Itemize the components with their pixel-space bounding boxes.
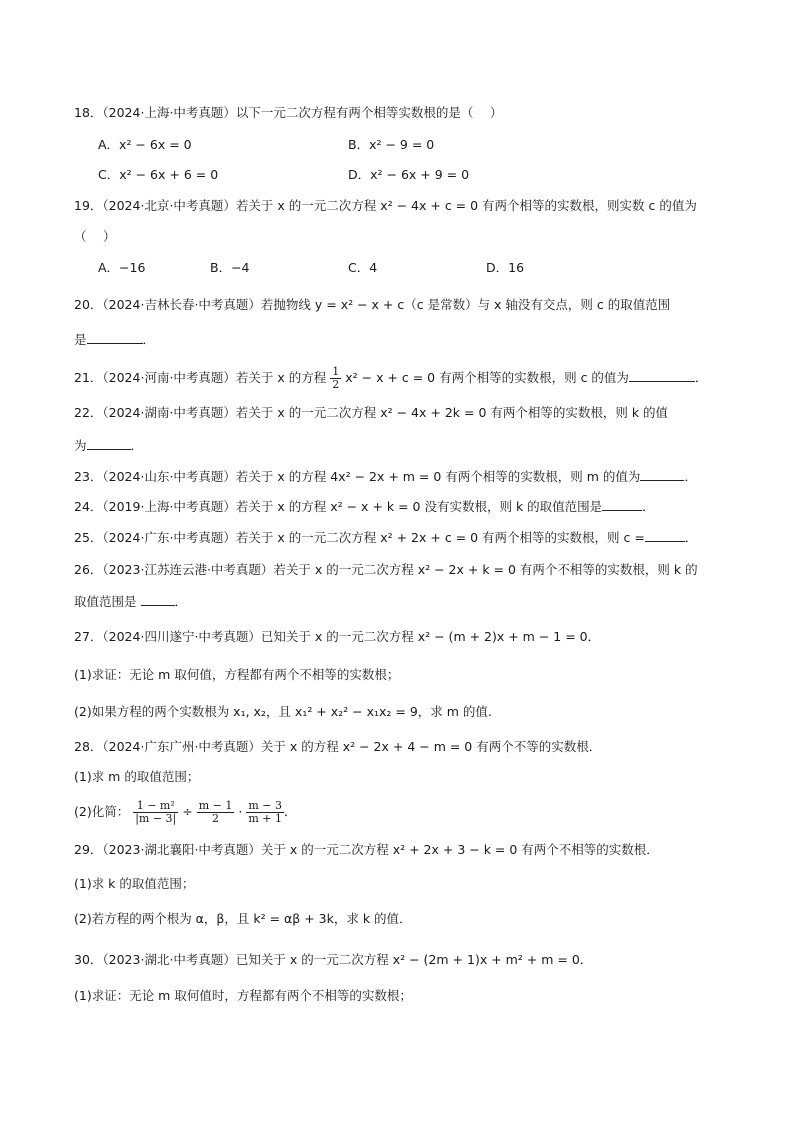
question-22-stem-cont: [74, 437, 143, 455]
question-18-option-d: D．x² − 6x + 9 = 0: [348, 167, 470, 182]
question-29-stem: 29．（2023·湖北襄阳·中考真题）关于 x 的一元二次方程 x² + 2x + 3 − k = 0 有两个不相等的实数根．: [74, 842, 659, 857]
question-23-stem: [74, 468, 697, 486]
question-20-stem-cont: [74, 331, 155, 349]
question-28-part-2-label: (2)化简：: [74, 804, 130, 819]
question-28-stem: 28．（2024·广东广州·中考真题）关于 x 的方程 x² − 2x + 4 − m = 0 有两个不等的实数根．: [74, 739, 602, 754]
question-30-stem: 30．（2023·湖北·中考真题）已知关于 x 的一元二次方程 x² − (2m + 1)x + m² + m = 0．: [74, 952, 593, 967]
answer-blank[interactable]: [645, 529, 685, 542]
answer-blank[interactable]: [87, 437, 131, 450]
question-19-option-c: C．4: [348, 260, 378, 275]
question-21-text-a: 21．（2024·河南·中考真题）若关于 x 的方程: [74, 370, 327, 385]
fraction-one-half: [330, 366, 341, 391]
question-21-text-b: x² − x + c = 0 有两个相等的实数根，则 c 的值为: [345, 370, 629, 385]
question-23-tail: ．: [684, 469, 697, 484]
question-27-part-2: (2)如果方程的两个实数根为 x₁, x₂，且 x₁² + x₂² − x₁x₂ = 9，求 m 的值.: [74, 704, 492, 719]
question-27-part-1: (1)求证：无论 m 取何值，方程都有两个不相等的实数根；: [74, 667, 400, 682]
question-26-stem-cont: [74, 593, 187, 611]
question-28-part-1: (1)求 m 的取值范围；: [74, 769, 200, 784]
question-22-stem: 22．（2024·湖南·中考真题）若关于 x 的一元二次方程 x² − 4x + 2k = 0 有两个相等的实数根，则 k 的值: [74, 405, 669, 420]
multiply-dot: ·: [238, 804, 243, 819]
question-19-option-d: D．16: [486, 260, 525, 275]
question-18-option-b: B．x² − 9 = 0: [348, 137, 435, 152]
answer-blank[interactable]: [87, 331, 143, 344]
question-26-prefix: 取值范围是: [74, 594, 137, 609]
question-29-part-1: (1)求 k 的取值范围；: [74, 876, 195, 891]
fraction-numerator: m − 1: [198, 799, 233, 812]
question-20-prefix: 是: [74, 332, 87, 347]
question-20-stem: 20．（2024·吉林长春·中考真题）若抛物线 y = x² − x + c（c 是常数）与 x 轴没有交点，则 c 的取值范围: [74, 297, 671, 312]
fraction-denominator: m + 1: [248, 812, 282, 825]
answer-blank[interactable]: [640, 468, 684, 481]
question-18-option-a: A．x² − 6x = 0: [98, 137, 192, 152]
fraction-2: [197, 800, 235, 825]
question-26-stem: 26．（2023·江苏连云港·中考真题）若关于 x 的一元二次方程 x² − 2x + k = 0 有两个不相等的实数根，则 k 的: [74, 562, 698, 577]
fraction-3: [246, 800, 284, 825]
question-23-text: 23．（2024·山东·中考真题）若关于 x 的方程 4x² − 2x + m = 0 有两个相等的实数根，则 m 的值为: [74, 469, 641, 484]
question-24-tail: ．: [642, 499, 655, 514]
question-24-text: 24．（2019·上海·中考真题）若关于 x 的方程 x² − x + k = 0 没有实数根，则 k 的取值范围是: [74, 499, 603, 514]
question-29-part-2: (2)若方程的两个根为 α，β，且 k² = αβ + 3k，求 k 的值．: [74, 911, 412, 926]
question-25-stem: [74, 529, 697, 547]
division-sign: ÷: [182, 804, 193, 819]
question-24-stem: [74, 498, 655, 516]
question-27-stem: 27．（2024·四川遂宁·中考真题）已知关于 x 的一元二次方程 x² − (m + 2)x + m − 1 = 0．: [74, 629, 601, 644]
question-26-tail: ．: [174, 594, 188, 609]
fraction-denominator: |m − 3|: [135, 812, 177, 825]
question-25-tail: ．: [684, 530, 698, 545]
question-21-stem: [74, 366, 707, 391]
answer-blank[interactable]: [629, 369, 695, 382]
question-28-end: ．: [283, 804, 297, 819]
answer-blank[interactable]: [602, 498, 642, 511]
question-20-tail: ．: [142, 332, 156, 347]
question-22-prefix: 为: [74, 438, 87, 453]
fraction-numerator: 1: [332, 365, 340, 378]
question-28-part-2: [74, 800, 296, 825]
fraction-denominator: 2: [332, 378, 340, 391]
question-19-option-a: A．−16: [98, 260, 146, 275]
fraction-denominator: 2: [212, 812, 220, 825]
question-30-part-1: (1)求证：无论 m 取何值时，方程都有两个不相等的实数根；: [74, 988, 412, 1003]
question-18-stem: 18．（2024·上海·中考真题）以下一元二次方程有两个相等实数根的是（ ）: [74, 105, 503, 120]
question-19-option-b: B．−4: [210, 260, 250, 275]
question-19-stem: 19．（2024·北京·中考真题）若关于 x 的一元二次方程 x² − 4x + c = 0 有两个相等的实数根，则实数 c 的值为: [74, 198, 697, 213]
answer-blank[interactable]: [141, 593, 175, 606]
fraction-1: [133, 800, 178, 825]
question-19-stem-cont: （ ）: [74, 229, 116, 244]
question-22-tail: ．: [130, 438, 144, 453]
question-21-tail: ．: [694, 370, 708, 385]
fraction-numerator: 1 − m²: [133, 800, 178, 813]
fraction-numerator: m − 3: [248, 799, 282, 812]
question-18-option-c: C．x² − 6x + 6 = 0: [98, 167, 219, 182]
question-25-text: 25．（2024·广东·中考真题）若关于 x 的一元二次方程 x² + 2x + c = 0 有两个相等的实数根，则 c =: [74, 530, 645, 545]
